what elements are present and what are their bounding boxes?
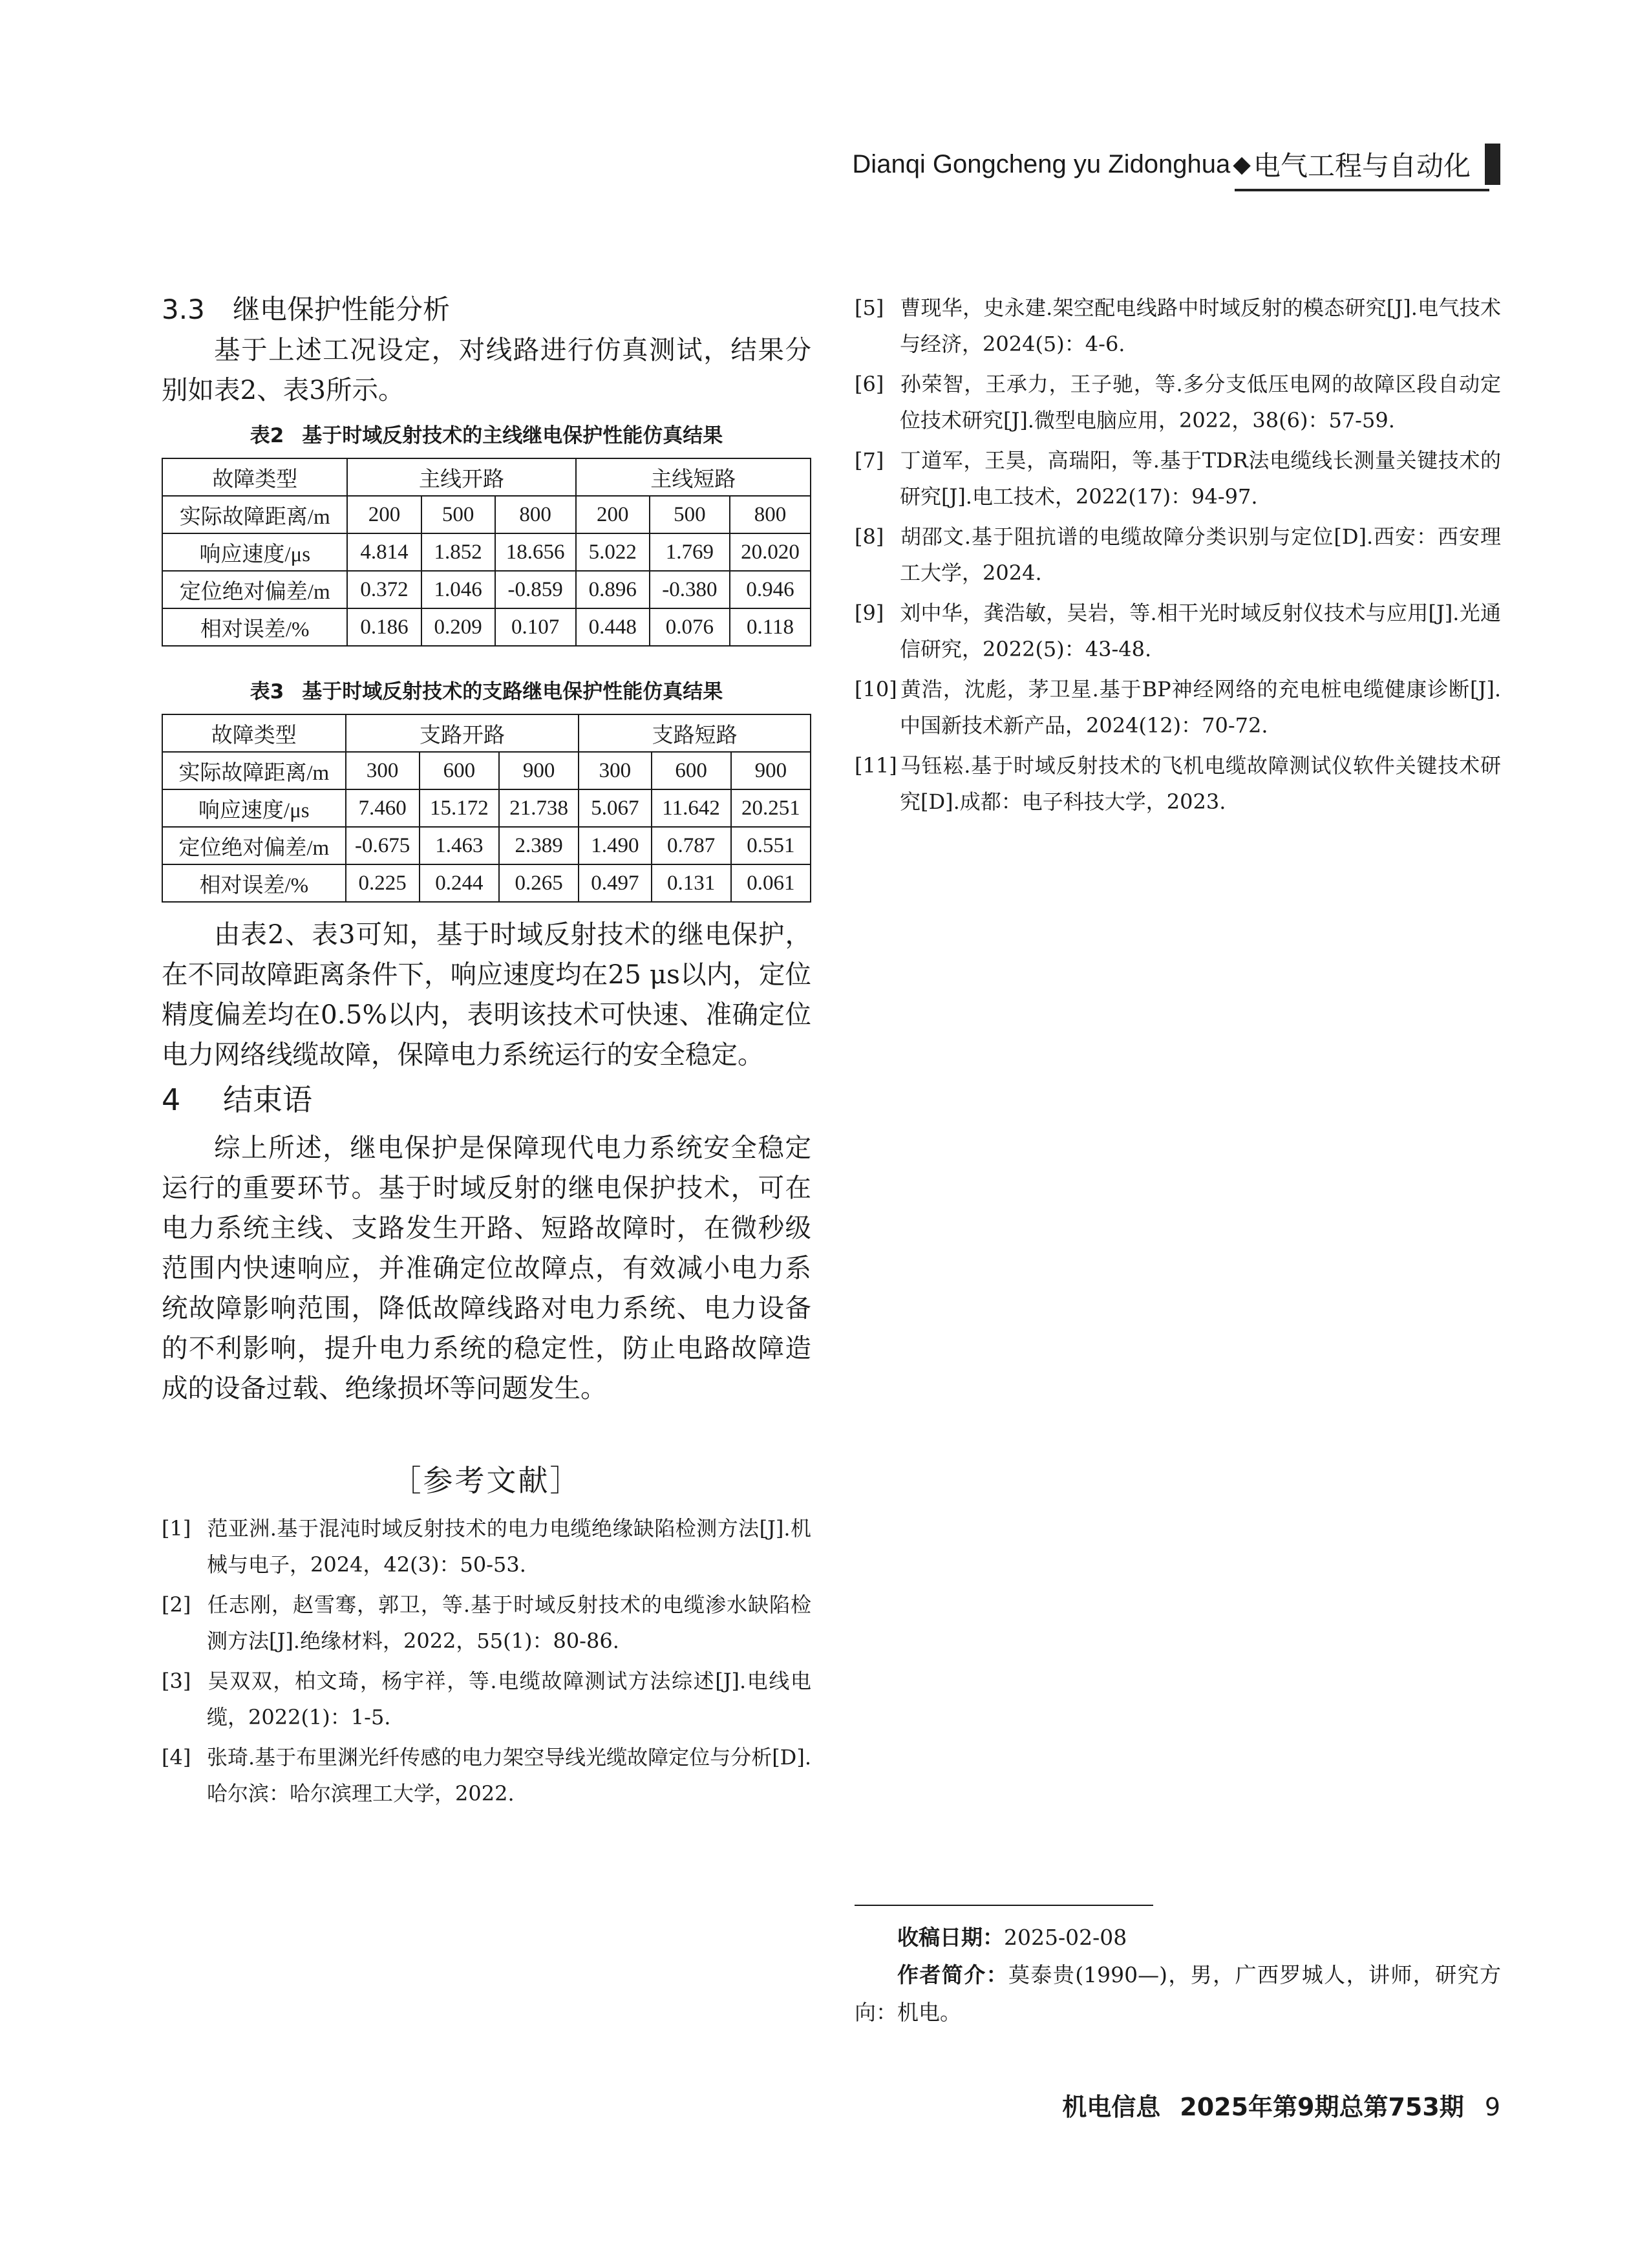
reference-number: [11] xyxy=(855,753,897,778)
table-cell: 0.061 xyxy=(731,864,811,902)
table-cell: 0.225 xyxy=(346,864,420,902)
table-cell: 600 xyxy=(652,752,731,789)
author-bio-value: 莫泰贵(1990—)，男，广西罗城人，讲师，研究方向：机电。 xyxy=(855,1962,1501,2025)
page-number: 9 xyxy=(1484,2093,1500,2121)
table-cell: 4.814 xyxy=(347,533,421,571)
table-cell: 20.020 xyxy=(730,533,811,571)
reference-number: [9] xyxy=(855,601,884,625)
table2-caption-number: 表2 xyxy=(250,424,284,447)
table-cell: -0.859 xyxy=(495,571,576,608)
footer-journal-name: 机电信息 xyxy=(1062,2093,1161,2121)
references-title: ［参考文献］ xyxy=(391,1463,582,1498)
table-cell: 0.896 xyxy=(576,571,650,608)
table-cell: -0.675 xyxy=(346,827,420,864)
table-cell: 11.642 xyxy=(652,789,731,827)
section-number: 3.3 xyxy=(162,294,205,325)
reference-number: [10] xyxy=(855,677,897,701)
reference-number: [7] xyxy=(855,448,884,473)
table-cell: 500 xyxy=(650,496,730,533)
conclusion-paragraph: 综上所述，继电保护是保障现代电力系统安全稳定运行的重要环节。基于时域反射的继电保护技术，可在电力系统主线、支路发生开路、短路故障时，在微秒级范围内快速响应，并准确定位故障点，有效减小电力系统故障影响范围，降低故障线路对电力系统、电力设备的不利影响，提升电力系统的稳定性，防止电路故障造成的设备过载、绝缘损坏等问题发生。 xyxy=(162,1132,811,1404)
section-number: 4 xyxy=(162,1082,181,1117)
header-section-name: 电气工程与自动化 xyxy=(1253,150,1471,182)
table2-caption-text: 基于时域反射技术的主线继电保护性能仿真结果 xyxy=(302,424,723,447)
table-cell: 900 xyxy=(731,752,811,789)
table2-caption xyxy=(162,419,811,453)
section-title: 结束语 xyxy=(223,1082,312,1117)
table-cell: 1.046 xyxy=(421,571,495,608)
table-group-header: 主线开路 xyxy=(347,458,575,496)
running-header xyxy=(852,144,1500,185)
table-row xyxy=(162,571,811,608)
table-cell: 300 xyxy=(579,752,651,789)
table-header-label: 故障类型 xyxy=(162,458,347,496)
reference-text: 马钰崧.基于时域反射技术的飞机电缆故障测试仪软件关键技术研究[D].成都：电子科技大学，2023. xyxy=(900,753,1501,814)
reference-text: 胡邵文.基于阻抗谱的电缆故障分类识别与定位[D].西安：西安理工大学，2024. xyxy=(900,524,1501,585)
table-group-header: 支路短路 xyxy=(579,714,811,752)
table-cell: 200 xyxy=(347,496,421,533)
table-cell: 0.209 xyxy=(421,608,495,646)
reference-text: 曹现华，史永建.架空配电线路中时域反射的模态研究[J].电气技术与经济，2024(5)：4-6. xyxy=(900,295,1501,356)
reference-item xyxy=(162,1510,811,1583)
footnote-divider xyxy=(855,1905,1153,1906)
table-row-label: 相对误差/% xyxy=(162,864,346,902)
table-cell: 1.463 xyxy=(420,827,499,864)
table3 xyxy=(162,714,811,903)
reference-item xyxy=(855,595,1501,667)
table-cell: 0.787 xyxy=(652,827,731,864)
table-cell: 0.076 xyxy=(650,608,730,646)
table-cell: 0.448 xyxy=(576,608,650,646)
reference-number: [1] xyxy=(162,1516,191,1541)
reference-item xyxy=(162,1663,811,1735)
table-cell: 15.172 xyxy=(420,789,499,827)
reference-text: 范亚洲.基于混沌时域反射技术的电力电缆绝缘缺陷检测方法[J].机械与电子，2024，42(3)：50-53. xyxy=(207,1516,811,1577)
table-row-label: 响应速度/μs xyxy=(162,533,347,571)
table-cell: 500 xyxy=(421,496,495,533)
table-cell: 600 xyxy=(420,752,499,789)
table-row xyxy=(162,496,811,533)
author-bio-label: 作者简介： xyxy=(897,1962,1009,1987)
reference-item xyxy=(855,366,1501,438)
table-cell: 0.118 xyxy=(730,608,811,646)
table-header-row xyxy=(162,458,811,496)
table-row xyxy=(162,789,811,827)
reference-text: 张琦.基于布里渊光纤传感的电力架空导线光缆故障定位与分析[D].哈尔滨：哈尔滨理工大学，2022. xyxy=(207,1745,811,1806)
analysis-paragraph: 由表2、表3可知，基于时域反射技术的继电保护，在不同故障距离条件下，响应速度均在25 μs以内，定位精度偏差均在0.5%以内，表明该技术可快速、准确定位电力网络线缆故障，保障电力系统运行的安全稳定。 xyxy=(162,919,811,1070)
received-date-value: 2025-02-08 xyxy=(1004,1925,1127,1950)
right-column xyxy=(855,290,1501,824)
reference-item xyxy=(162,1587,811,1659)
reference-item xyxy=(855,442,1501,515)
reference-text: 丁道军，王昊，高瑞阳，等.基于TDR法电缆线长测量关键技术的研究[J].电工技术，2022(17)：94-97. xyxy=(900,448,1501,509)
section-intro-paragraph: 基于上述工况设定，对线路进行仿真测试，结果分别如表2、表3所示。 xyxy=(162,334,811,405)
reference-item xyxy=(855,519,1501,591)
table-cell: 900 xyxy=(499,752,579,789)
table-cell: 1.852 xyxy=(421,533,495,571)
table-cell: 800 xyxy=(495,496,576,533)
reference-number: [3] xyxy=(162,1669,191,1693)
table-cell: 7.460 xyxy=(346,789,420,827)
table-cell: 18.656 xyxy=(495,533,576,571)
received-date xyxy=(855,1919,1501,1956)
header-underline xyxy=(1235,189,1489,191)
reference-text: 吴双双，柏文琦，杨宇祥，等.电缆故障测试方法综述[J].电线电缆，2022(1)：1-5. xyxy=(207,1669,811,1729)
reference-number: [6] xyxy=(855,372,884,396)
table-cell: 2.389 xyxy=(499,827,579,864)
table-cell: 1.769 xyxy=(650,533,730,571)
table-cell: 0.551 xyxy=(731,827,811,864)
table-cell: 5.067 xyxy=(579,789,651,827)
table-cell: 0.265 xyxy=(499,864,579,902)
reference-number: [5] xyxy=(855,295,884,320)
table-cell: 0.372 xyxy=(347,571,421,608)
table-row xyxy=(162,533,811,571)
section-title: 继电保护性能分析 xyxy=(233,294,451,325)
table-cell: 0.107 xyxy=(495,608,576,646)
section-heading-3-3 xyxy=(162,290,811,330)
header-journal-pinyin: Dianqi Gongcheng yu Zidonghua xyxy=(852,149,1231,178)
table-cell: 300 xyxy=(346,752,420,789)
reference-item xyxy=(855,747,1501,820)
table-cell: -0.380 xyxy=(650,571,730,608)
table-group-header: 主线短路 xyxy=(576,458,811,496)
section-heading-4 xyxy=(162,1080,811,1120)
table-row xyxy=(162,864,811,902)
table-row-label: 定位绝对偏差/m xyxy=(162,571,347,608)
table3-caption-text: 基于时域反射技术的支路继电保护性能仿真结果 xyxy=(302,680,723,703)
reference-number: [4] xyxy=(162,1745,191,1770)
reference-number: [2] xyxy=(162,1592,191,1617)
reference-item xyxy=(162,1739,811,1812)
footnotes xyxy=(855,1919,1501,2031)
table-cell: 1.490 xyxy=(579,827,651,864)
diamond-icon: ◆ xyxy=(1233,151,1251,178)
table-cell: 0.244 xyxy=(420,864,499,902)
author-bio xyxy=(855,1956,1501,2031)
table-cell: 0.131 xyxy=(652,864,731,902)
table-cell: 0.497 xyxy=(579,864,651,902)
table-cell: 0.186 xyxy=(347,608,421,646)
table-row-label: 定位绝对偏差/m xyxy=(162,827,346,864)
table3-caption xyxy=(162,675,811,709)
reference-text: 黄浩，沈彪，茅卫星.基于BP神经网络的充电桩电缆健康诊断[J].中国新技术新产品，2024(12)：70-72. xyxy=(900,677,1501,738)
table3-caption-number: 表3 xyxy=(250,680,284,703)
table-header-row xyxy=(162,714,811,752)
table-cell: 20.251 xyxy=(731,789,811,827)
reference-item xyxy=(855,290,1501,362)
header-bar-marker xyxy=(1485,144,1500,185)
table-cell: 5.022 xyxy=(576,533,650,571)
table-row xyxy=(162,827,811,864)
reference-text: 刘中华，龚浩敏，吴岩，等.相干光时域反射仪技术与应用[J].光通信研究，2022(5)：43-48. xyxy=(900,601,1501,661)
table-row-label: 相对误差/% xyxy=(162,608,347,646)
table-cell: 800 xyxy=(730,496,811,533)
reference-item xyxy=(855,671,1501,744)
table-header-label: 故障类型 xyxy=(162,714,346,752)
left-column xyxy=(162,290,811,1815)
footer-issue: 2025年第9期总第753期 xyxy=(1180,2093,1464,2121)
table-row-label: 实际故障距离/m xyxy=(162,752,346,789)
table-cell: 200 xyxy=(576,496,650,533)
table-cell: 0.946 xyxy=(730,571,811,608)
received-date-label: 收稿日期： xyxy=(897,1925,1004,1950)
table-row xyxy=(162,608,811,646)
reference-text: 任志刚，赵雪骞，郭卫，等.基于时域反射技术的电缆渗水缺陷检测方法[J].绝缘材料，2022，55(1)：80-86. xyxy=(207,1592,811,1653)
table2 xyxy=(162,458,811,647)
reference-number: [8] xyxy=(855,524,884,549)
reference-text: 孙荣智，王承力，王子驰，等.多分支低压电网的故障区段自动定位技术研究[J].微型电脑应用，2022，38(6)：57-59. xyxy=(900,372,1501,433)
table-row xyxy=(162,752,811,789)
table-group-header: 支路开路 xyxy=(346,714,579,752)
table-cell: 21.738 xyxy=(499,789,579,827)
table-row-label: 实际故障距离/m xyxy=(162,496,347,533)
page-footer xyxy=(1062,2087,1500,2123)
table-row-label: 响应速度/μs xyxy=(162,789,346,827)
